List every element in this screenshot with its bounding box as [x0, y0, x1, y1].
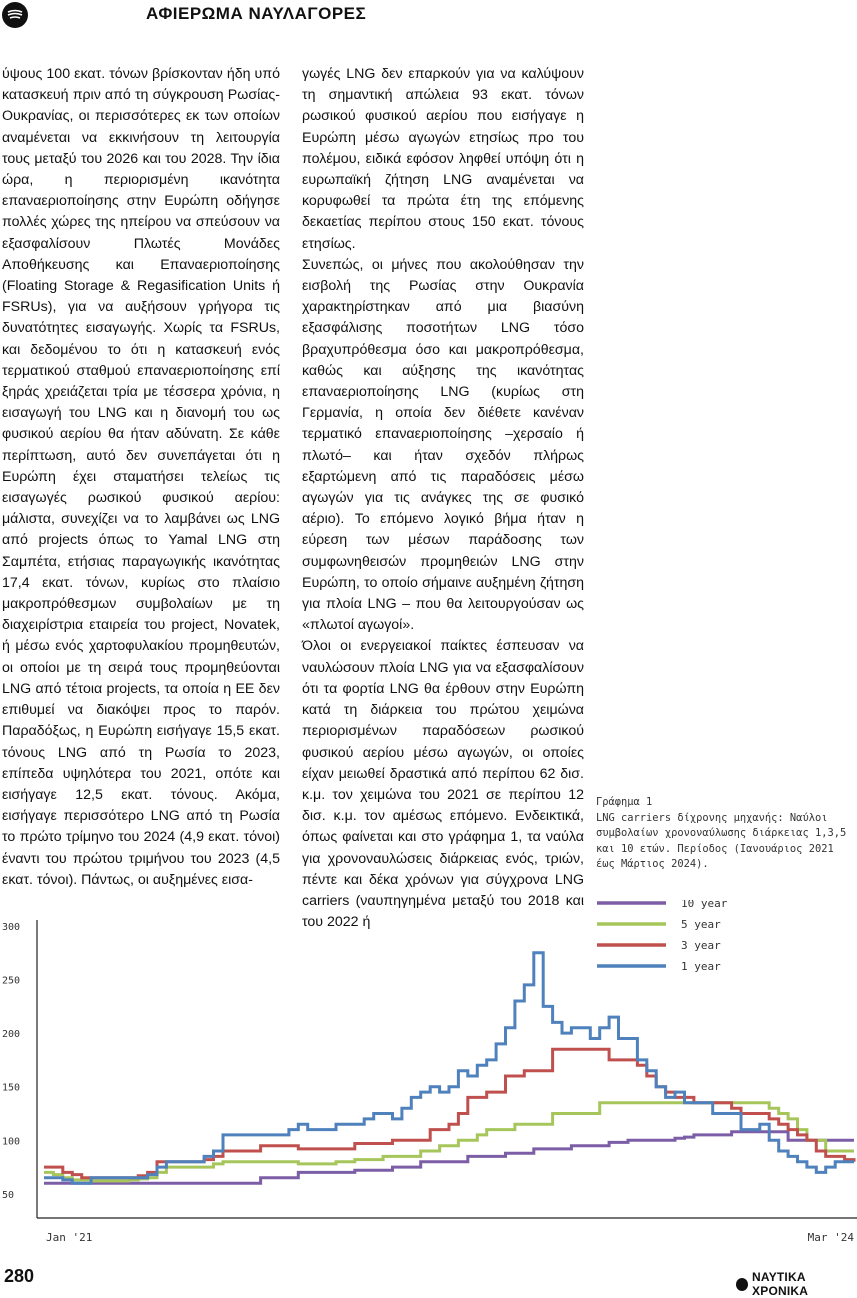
page-number: 280: [4, 1266, 35, 1286]
legend-label: 10 year: [681, 900, 728, 910]
series-line-1-year: [44, 953, 854, 1183]
caption-label: Γράφημα 1: [596, 796, 653, 808]
article-column-right: [302, 64, 584, 933]
figure-caption: [596, 795, 857, 873]
magazine-logo-icon: [2, 2, 28, 28]
freight-rates-chart: [0, 900, 857, 1250]
legend-label: 5 year: [681, 918, 721, 931]
y-tick-label: 200: [2, 1029, 21, 1041]
legend-label: 3 year: [681, 939, 721, 952]
article-column-left: [2, 64, 280, 891]
x-tick-label: Mar '24: [807, 1231, 854, 1244]
y-tick-label: 100: [2, 1136, 21, 1148]
series-line-10-year: [44, 1132, 854, 1184]
article-paragraph: Συνεπώς, οι μήνες που ακολούθησαν την εισβολή της Ρωσίας στην Ουκρανία χαρακτηρίστηκαν από μια βιασύνη εξασφάλισης ποσοτήτων LNG τόσο βραχυπρόθεσμα όσο και μακροπρόθεσμα, καθώς και αύξησης της ικανότητας επαναεριοποίησης LNG (κυρίως στη Γερμανία, η οποία δεν διέθετε κανέναν τερματικό επαναεριοποίησης –χερσαίο ή πλωτό– και ήταν σχεδόν πλήρως εξαρτώμενη από τις παραδόσεις μέσω αγωγών για τις ανάγκες της σε φυσικό αέριο). Το επόμενο λογικό βήμα ήταν η εύρεση των μέσων παράδοσης των συμφωνηθεισών προμηθειών LNG στην Ευρώπη, το οποίο σήμαινε αυξημένη ζήτηση για πλοία LNG – που θα λειτουργούσαν ως «πλωτοί αγωγοί».: [302, 256, 584, 634]
brand-name: ΝΑΥΤΙΚΑ ΧΡΟΝΙΚΑ: [752, 1270, 809, 1298]
article-paragraph: Όλοι οι ενεργειακοί παίκτες έσπευσαν να ναυλώσουν πλοία LNG για να εξασφαλίσουν ότι τα φορτία LNG θα έρθουν στην Ευρώπη κατά τη διάρκεια του πρώτου χειμώνα περιορισμένων παραδόσεων ρωσικού φυσικού αερίου μέσω αγωγών, οι οποίες είχαν μειωθεί δραστικά από περίπου 62 δισ. κ.μ. τον χειμώνα του 2021 σε περίπου 12 δισ. κ.μ. τον αμέσως επόμενο. Ενδεικτικά, όπως φαίνεται και στο γράφημα 1, τα ναύλα για χρονοναυλώσεις διάρκειας ενός, τριών, πέντε και δέκα χρόνων για σύγχρονα LNG carriers (ναυπηγημένα μεταξύ του 2018 και του 2022 ή: [302, 638, 584, 931]
y-tick-label: 250: [2, 975, 21, 987]
caption-text: LNG carriers δίχρονης μηχανής: Ναύλοι συμβολαίων χρονοναύλωσης διάρκειας 1,3,5 και 10 ετών. Περίοδος (Ιανουάριος 2021 έως Μάρτιος 2024).: [596, 811, 847, 870]
article-paragraph: ύψους 100 εκατ. τόνων βρίσκονταν ήδη υπό κατασκευή πριν από τη σύγκρουση Ρωσίας-Ουκρανίας, οι περισσότερες εκ των οποίων αναμένεται να εκκινήσουν τη λειτουργία τους μεταξύ του 2026 και του 2028. Την ίδια ώρα, η περιορισμένη ικανότητα επαναεριοποίησης στην Ευρώπη οδήγησε πολλές χώρες της ηπείρου να σπεύσουν να εξασφαλίσουν Πλωτές Μονάδες Αποθήκευσης και Επαναεριοποίησης (Floating Storage & Regasification Units ή FSRUs), για να αυξήσουν γρήγορα τις δυνατότητες εισαγωγής. Χωρίς τα FSRUs, και δεδομένου το ότι η κατασκευή ενός τερματικού σταθμού επαναεριοποίησης επί ξηράς χρειάζεται τρία με τέσσερα χρόνια, η εισαγωγή του LNG και η διανομή του ως φυσικού αερίου θα ήταν αδύνατη. Σε κάθε περίπτωση, αυτό δεν συνεπάγεται ότι η Ευρώπη έχει σταματήσει τελείως τις εισαγωγές ρωσικού φυσικού αερίου: μάλιστα, συνεχίζει να το λαμβάνει ως LNG από projects όπως το Yamal LNG στη Σαμπέτα, ετήσιας παραγωγικής ικανότητας 17,4 εκατ. τόνων, κυρίως στο πλαίσιο μακροπρόθεσμων συμβολαίων με τη διαχειρίστρια εταιρεία του project, Novatek, ή μέσω ενός χαρτοφυλακίου προμηθευτών, οι οποίοι με τη σειρά τους προμηθεύονται LNG από τέτοια projects, τα οποία η ΕΕ δεν επιθυμεί να διακόψει προς το παρόν. Παραδόξως, η Ευρώπη εισήγαγε 15,5 εκατ. τόνους LNG από τη Ρωσία το 2023, επίπεδα υψηλότερα του 2021, οπότε και εισήγαγε 12,5 εκατ. τόνους. Ακόμα, εισήγαγε περισσότερο LNG από τη Ρωσία το πρώτο τρίμηνο του 2024 (4,9 εκατ. τόνοι) έναντι του πρώτου τριμήνου του 2023 (4,5 εκατ. τόνοι). Πάντως, οι αυξημένες εισα-: [2, 66, 280, 888]
article-paragraph: γωγές LNG δεν επαρκούν για να καλύψουν τη σημαντική απώλεια 93 εκατ. τόνων ρωσικού φυσικού αερίου που εισήγαγε η Ευρώπη μέσω αγωγών ετησίως προ του πολέμου, ειδικά εφόσον ληφθεί υπόψη ότι η ευρωπαϊκή ζήτηση LNG αναμένεται να κορυφωθεί τα πρώτα έτη της επόμενης δεκαετίας περίπου στους 150 εκατ. τόνους ετησίως.: [302, 66, 584, 252]
legend-label: 1 year: [681, 960, 721, 973]
y-tick-label: 50: [2, 1189, 15, 1201]
footer-brand: [736, 1270, 857, 1298]
x-tick-label: Jan '21: [46, 1231, 93, 1244]
y-tick-label: 150: [2, 1082, 21, 1094]
y-tick-label: 300: [2, 922, 21, 933]
brand-logo-icon: [736, 1278, 748, 1291]
section-title: ΑΦΙΕΡΩΜΑ ΝΑΥΛΑΓΟΡΕΣ: [146, 4, 367, 23]
